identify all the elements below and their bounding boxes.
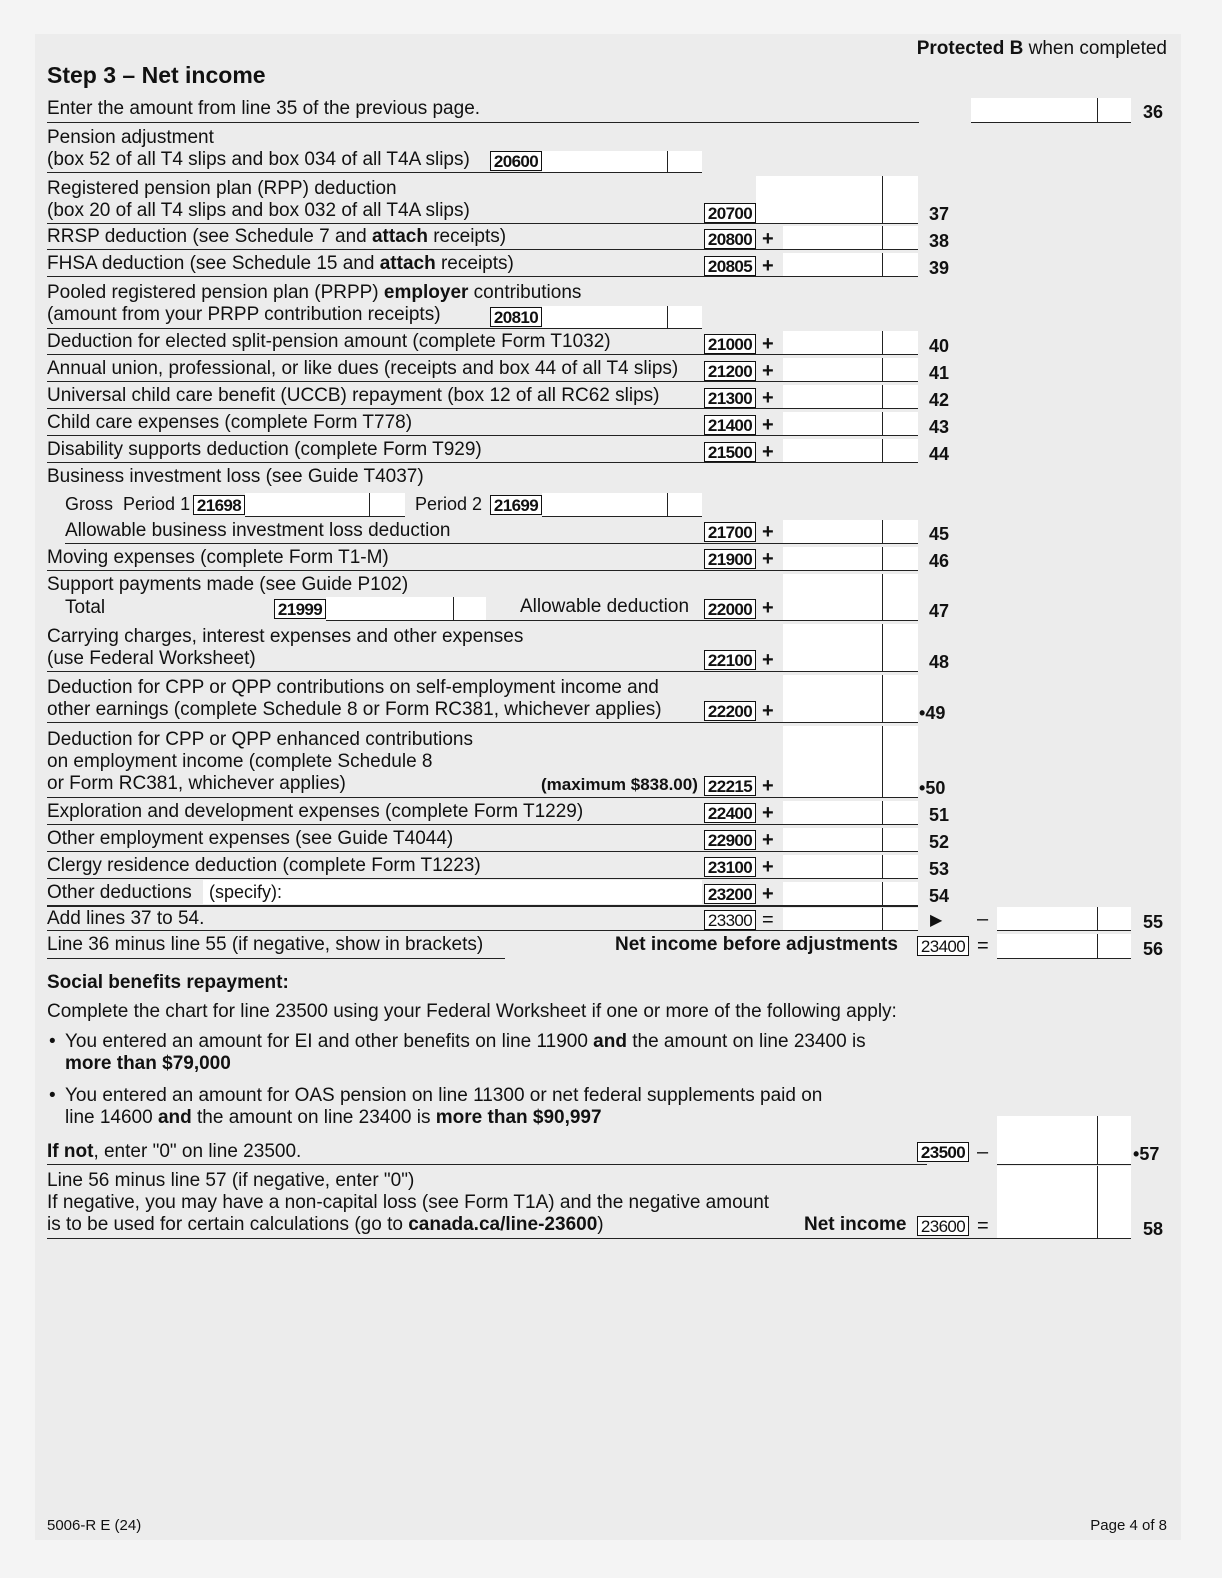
line-48-number: 48 — [929, 652, 950, 672]
minus-sign: – — [977, 908, 989, 930]
bil-period2-label: Period 2 — [415, 494, 483, 514]
plus-sign: + — [762, 700, 774, 722]
code-23400: 23400 — [917, 936, 969, 956]
code-23200: 23200 — [704, 884, 756, 904]
line-56-input[interactable] — [997, 934, 1131, 959]
rpp-label: Registered pension plan (RPP) deduction — [47, 178, 397, 199]
minus-sign: – — [977, 1141, 989, 1163]
net-income-before-adjustments: Net income before adjustments — [615, 934, 898, 955]
code-22100: 22100 — [704, 650, 756, 670]
split-pension-label: Deduction for elected split-pension amount (complete Form T1032) — [47, 331, 611, 352]
other-employment-label: Other employment expenses (see Guide T4044) — [47, 828, 454, 849]
uccb-label: Universal child care benefit (UCCB) repayment (box 12 of all RC62 slips) — [47, 385, 660, 406]
code-22000: 22000 — [704, 599, 756, 619]
net-income-line-1: Line 56 minus line 57 (if negative, enter "0") — [47, 1170, 415, 1191]
cpp-enhanced-sub2: or Form RC381, whichever applies) — [47, 773, 346, 794]
add-lines-label: Add lines 37 to 54. — [47, 908, 205, 929]
plus-sign: + — [762, 414, 774, 436]
plus-sign: + — [762, 649, 774, 671]
exploration-label: Exploration and development expenses (complete Form T1229) — [47, 801, 584, 822]
code-22215: 22215 — [704, 776, 756, 796]
add-lines-input — [783, 908, 918, 931]
line-49-number: •49 — [919, 703, 946, 723]
clergy-input[interactable] — [783, 855, 918, 879]
social-bullet-2: You entered an amount for OAS pension on line 11300 or net federal supplements paid on — [65, 1085, 823, 1106]
plus-sign: + — [762, 228, 774, 250]
code-20810: 20810 — [490, 307, 542, 327]
line-44-number: 44 — [929, 444, 950, 464]
line-57-input[interactable] — [997, 1116, 1131, 1165]
line-36-input[interactable] — [971, 98, 1131, 123]
social-benefits-heading: Social benefits repayment: — [47, 972, 289, 993]
line-47-number: 47 — [929, 601, 950, 621]
support-allowable-label: Allowable deduction — [520, 596, 690, 617]
cpp-enhanced-sub1: on employment income (complete Schedule 8 — [47, 751, 433, 772]
plus-sign: + — [762, 829, 774, 851]
line-53-number: 53 — [929, 859, 950, 879]
bil-period1-input[interactable] — [245, 493, 405, 517]
bil-allowable-label: Allowable business investment loss deduction — [65, 520, 451, 541]
plus-sign: + — [762, 775, 774, 797]
bullet-icon: • — [49, 1085, 56, 1106]
disability-label: Disability supports deduction (complete Form T929) — [47, 439, 482, 460]
pension-adjustment-input[interactable] — [542, 151, 702, 173]
line-58-input[interactable] — [997, 1166, 1131, 1239]
code-22200: 22200 — [704, 701, 756, 721]
code-21500: 21500 — [704, 442, 756, 462]
plus-sign: + — [762, 548, 774, 570]
social-bullet-1: You entered an amount for EI and other benefits on line 11900 and the amount on line 23400 is — [65, 1031, 866, 1052]
plus-sign: + — [762, 521, 774, 543]
plus-sign: + — [762, 255, 774, 277]
support-total-input[interactable] — [326, 597, 486, 621]
if-not-label: If not, enter "0" on line 23500. — [47, 1141, 302, 1162]
bil-allowable-input[interactable] — [783, 520, 918, 544]
line-46-number: 46 — [929, 551, 950, 571]
code-23500: 23500 — [917, 1142, 969, 1162]
code-20805: 20805 — [704, 256, 756, 276]
code-21999: 21999 — [274, 599, 326, 619]
moving-input[interactable] — [783, 547, 918, 571]
plus-sign: + — [762, 333, 774, 355]
social-benefits-intro: Complete the chart for line 23500 using your Federal Worksheet if one or more of the following apply: — [47, 1001, 897, 1022]
code-20600: 20600 — [490, 151, 542, 171]
line-37-number: 37 — [929, 204, 950, 224]
form-number: 5006-R E (24) — [47, 1517, 142, 1534]
prpp-input[interactable] — [542, 306, 702, 329]
code-21300: 21300 — [704, 388, 756, 408]
line-43-number: 43 — [929, 417, 950, 437]
equals-sign: = — [977, 1215, 989, 1237]
bil-gross-label: Gross Period 1 — [65, 494, 191, 514]
cpp-enhanced-input[interactable] — [783, 726, 918, 798]
plus-sign: + — [762, 360, 774, 382]
moving-label: Moving expenses (complete Form T1-M) — [47, 547, 389, 568]
line-55-input[interactable] — [997, 907, 1131, 931]
code-22900: 22900 — [704, 830, 756, 850]
plus-sign: + — [762, 856, 774, 878]
bil-period2-input[interactable] — [542, 493, 702, 517]
line-56-label: Line 36 minus line 55 (if negative, show in brackets) — [47, 934, 484, 955]
support-label: Support payments made (see Guide P102) — [47, 574, 409, 595]
pension-adjustment-label: Pension adjustment — [47, 127, 214, 148]
code-23300: 23300 — [704, 910, 756, 930]
other-deductions-label: Other deductions — [47, 882, 192, 903]
code-21000: 21000 — [704, 334, 756, 354]
line-36-label: Enter the amount from line 35 of the previous page. — [47, 98, 481, 119]
line-51-number: 51 — [929, 805, 950, 825]
code-21699: 21699 — [490, 495, 542, 515]
support-total-label: Total — [65, 597, 106, 618]
code-21698: 21698 — [193, 495, 245, 515]
net-income-line-2: If negative, you may have a non-capital loss (see Form T1A) and the negative amount — [47, 1192, 770, 1213]
line-50-number: •50 — [919, 778, 946, 798]
cpp-self-sub: other earnings (complete Schedule 8 or Form RC381, whichever applies) — [47, 699, 662, 720]
rpp-sub: (box 20 of all T4 slips and box 032 of all T4A slips) — [47, 200, 470, 221]
code-23600: 23600 — [917, 1216, 969, 1236]
arrow-right-icon: ▶ — [930, 912, 943, 929]
clergy-label: Clergy residence deduction (complete Form T1223) — [47, 855, 481, 876]
plus-sign: + — [762, 883, 774, 905]
dues-input[interactable] — [783, 358, 918, 382]
child-care-input[interactable] — [783, 412, 918, 436]
bullet-icon: • — [49, 1031, 56, 1052]
line-39-number: 39 — [929, 258, 950, 278]
fhsa-input[interactable] — [783, 253, 918, 277]
carrying-input[interactable] — [783, 624, 918, 672]
line-40-number: 40 — [929, 336, 950, 356]
code-20800: 20800 — [704, 229, 756, 249]
uccb-input[interactable] — [783, 385, 918, 409]
prpp-sub: (amount from your PRPP contribution receipts) — [47, 304, 441, 325]
rrsp-label: RRSP deduction (see Schedule 7 and attach receipts) — [47, 226, 507, 247]
pension-adjustment-sub: (box 52 of all T4 slips and box 034 of all T4A slips) — [47, 149, 470, 170]
code-21400: 21400 — [704, 415, 756, 435]
other-employment-input[interactable] — [783, 828, 918, 852]
line-52-number: 52 — [929, 832, 950, 852]
line-38-number: 38 — [929, 231, 950, 251]
line-41-number: 41 — [929, 363, 950, 383]
other-deductions-specify: (specify): — [209, 882, 283, 902]
bil-label: Business investment loss (see Guide T4037) — [47, 466, 424, 487]
line-45-number: 45 — [929, 524, 950, 544]
cpp-self-input[interactable] — [783, 675, 918, 723]
cpp-enhanced-maximum: (maximum $838.00) — [541, 775, 698, 794]
line-56-number: 56 — [1143, 939, 1164, 959]
plus-sign: + — [762, 802, 774, 824]
prpp-label: Pooled registered pension plan (PRPP) employer contributions — [47, 282, 582, 303]
rrsp-input[interactable] — [783, 226, 918, 250]
form-page — [35, 34, 1181, 1540]
dues-label: Annual union, professional, or like dues (receipts and box 44 of all T4 slips) — [47, 358, 679, 379]
social-bullet-1-threshold: more than $79,000 — [65, 1053, 231, 1074]
plus-sign: + — [762, 597, 774, 619]
code-21200: 21200 — [704, 361, 756, 381]
line-55-number: 55 — [1143, 912, 1164, 932]
protected-b-notice: Protected B when completed — [916, 38, 1167, 59]
line-42-number: 42 — [929, 390, 950, 410]
child-care-label: Child care expenses (complete Form T778) — [47, 412, 413, 433]
equals-sign: = — [977, 935, 989, 957]
carrying-sub: (use Federal Worksheet) — [47, 648, 256, 669]
equals-sign: = — [762, 909, 774, 931]
fhsa-label: FHSA deduction (see Schedule 15 and attach receipts) — [47, 253, 514, 274]
plus-sign: + — [762, 441, 774, 463]
rpp-input[interactable] — [756, 176, 918, 224]
net-income-label: Net income — [804, 1214, 907, 1235]
line-58-number: 58 — [1143, 1219, 1164, 1239]
support-allowable-input[interactable] — [783, 574, 918, 621]
carrying-label: Carrying charges, interest expenses and other expenses — [47, 626, 524, 647]
other-deductions-input[interactable] — [783, 882, 918, 905]
net-income-line-3: is to be used for certain calculations (go to canada.ca/line-23600) — [47, 1214, 604, 1235]
social-bullet-2-cont: line 14600 and the amount on line 23400 is more than $90,997 — [65, 1107, 602, 1128]
line-54-number: 54 — [929, 886, 950, 906]
code-21700: 21700 — [704, 522, 756, 542]
cpp-enhanced-label: Deduction for CPP or QPP enhanced contributions — [47, 729, 473, 750]
plus-sign: + — [762, 387, 774, 409]
page-title: Step 3 – Net income — [47, 62, 266, 88]
code-22400: 22400 — [704, 803, 756, 823]
code-23100: 23100 — [704, 857, 756, 877]
cpp-self-label: Deduction for CPP or QPP contributions on self-employment income and — [47, 677, 659, 698]
exploration-input[interactable] — [783, 801, 918, 825]
page-number: Page 4 of 8 — [1090, 1517, 1167, 1534]
code-20700: 20700 — [704, 203, 756, 223]
line-57-number: •57 — [1133, 1144, 1160, 1164]
code-21900: 21900 — [704, 549, 756, 569]
disability-input[interactable] — [783, 439, 918, 463]
line-36-number: 36 — [1143, 102, 1164, 122]
split-pension-input[interactable] — [783, 331, 918, 355]
